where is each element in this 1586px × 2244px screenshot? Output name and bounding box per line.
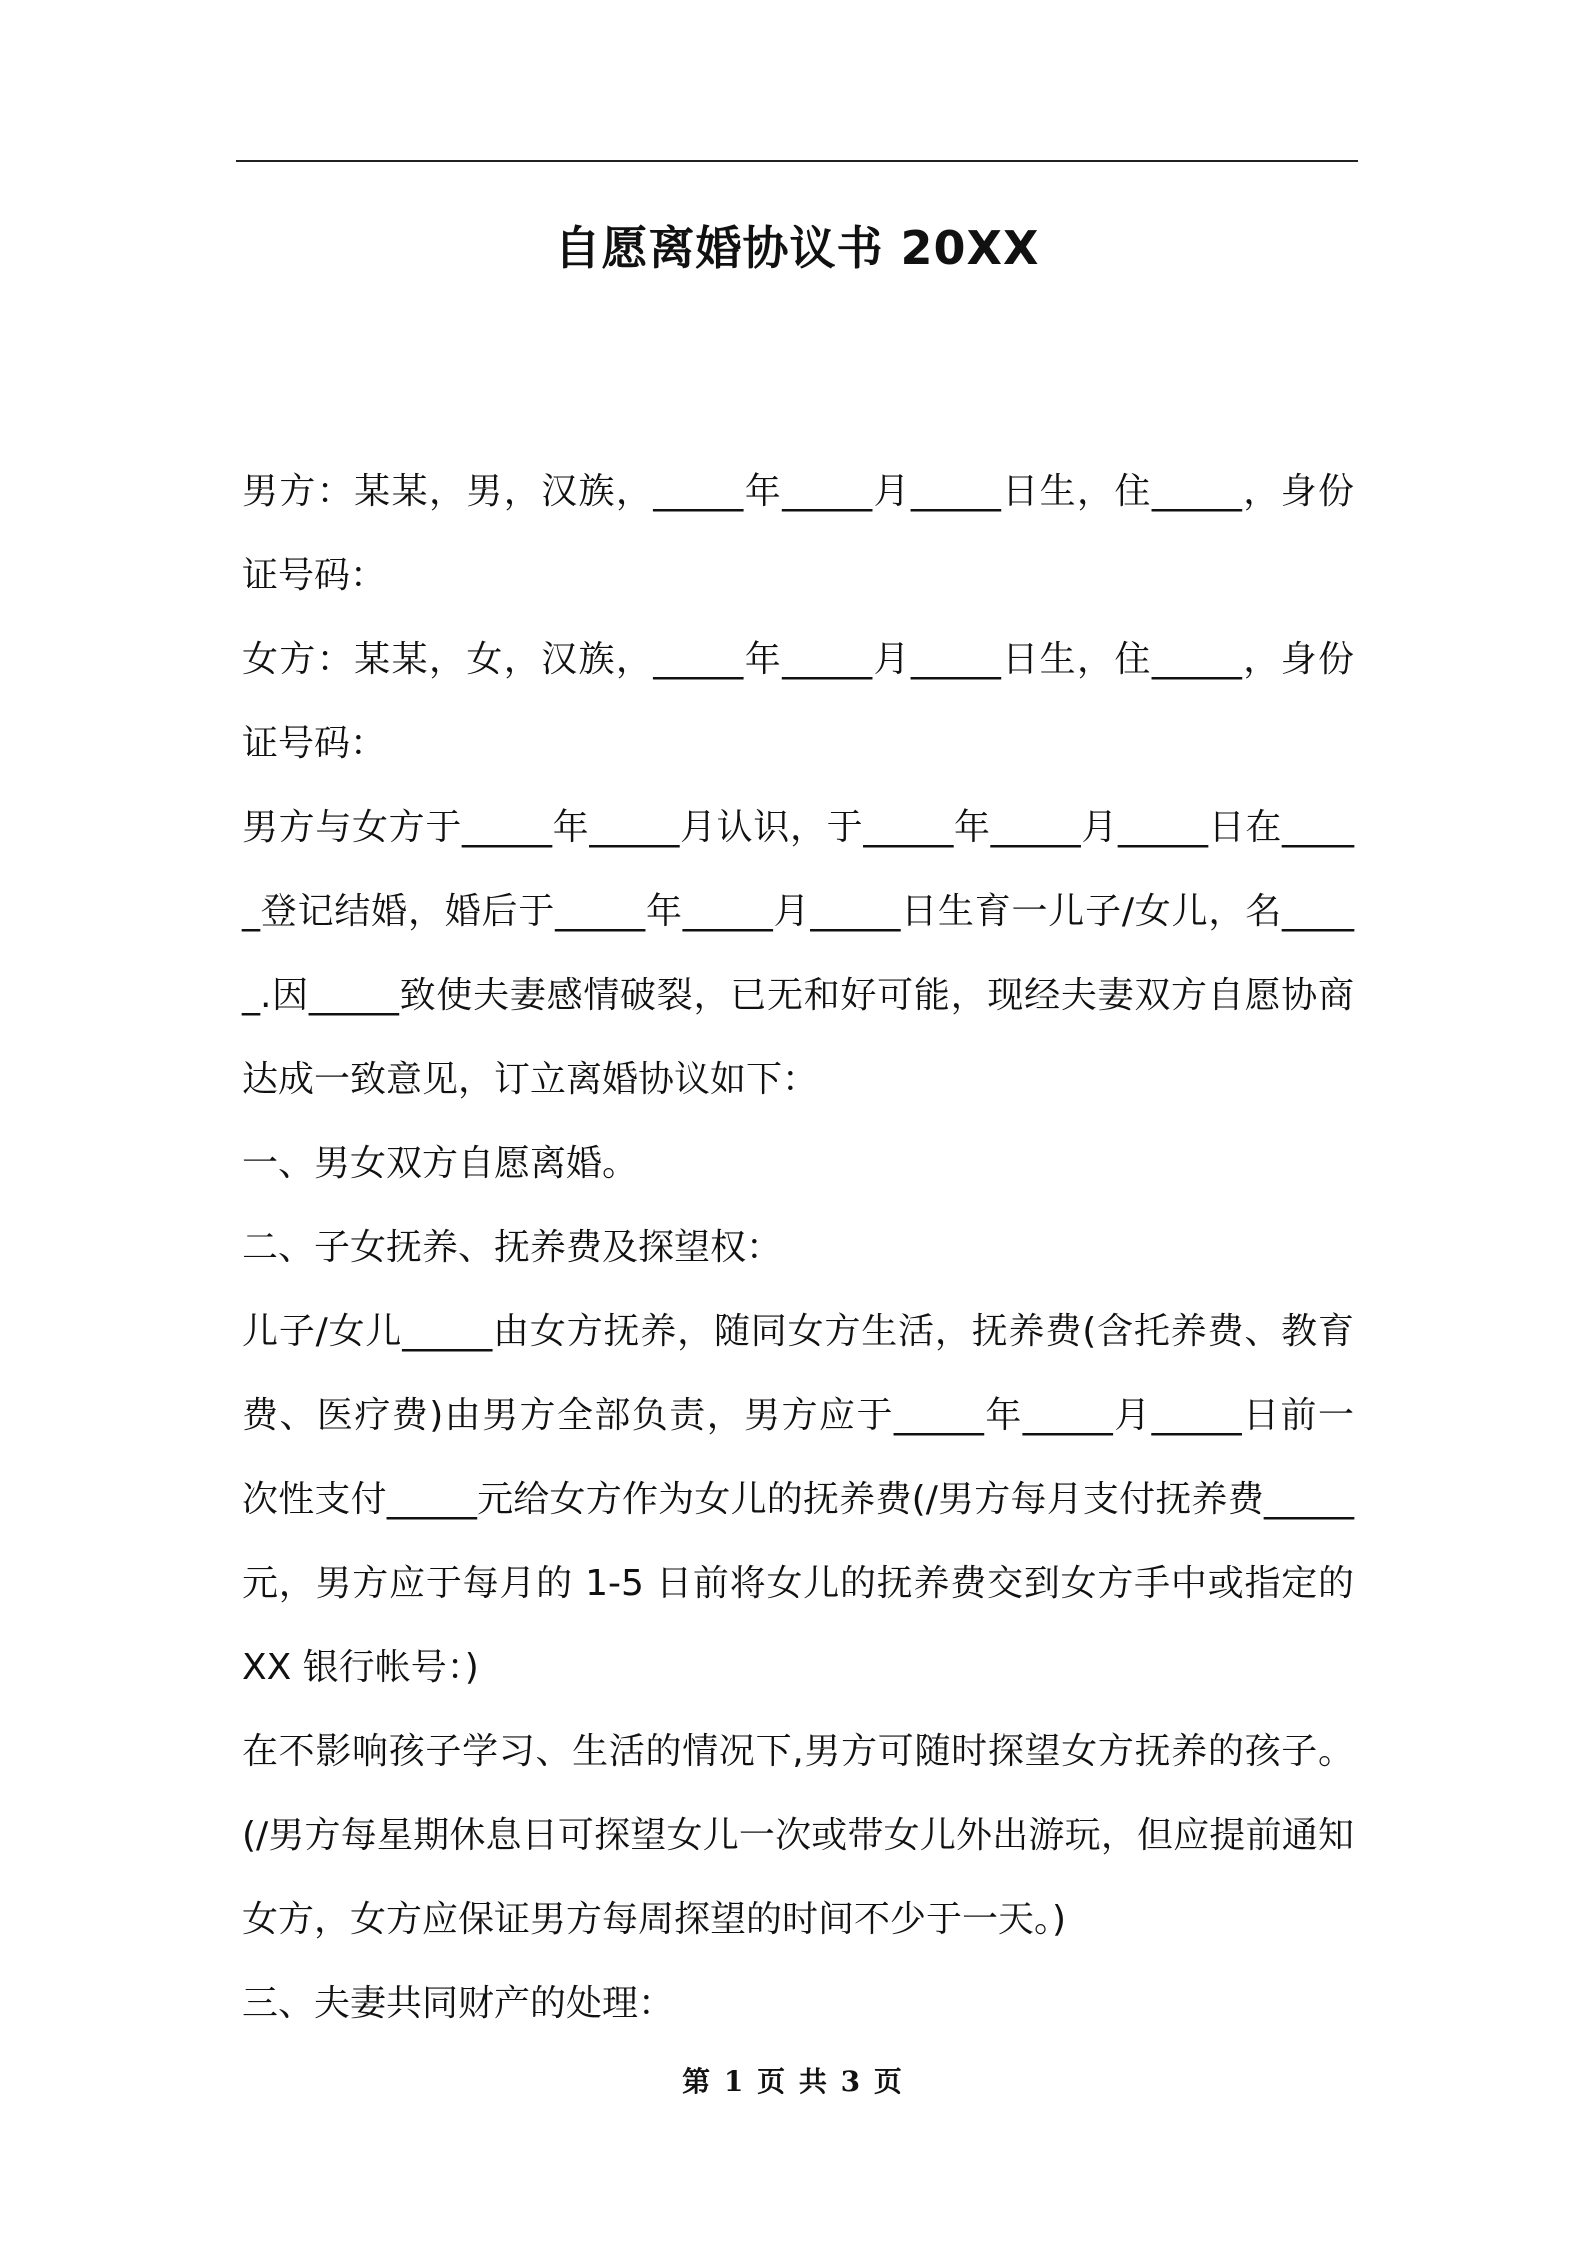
paragraph-visitation: 在不影响孩子学习、生活的情况下,男方可随时探望女方抚养的孩子。(/男方每星期休息日可探望女儿一次或带女儿外出游玩，但应提前通知女方，女方应保证男方每周探望的时间不少于一天。) (242, 1731, 1354, 1940)
document-body (242, 450, 1354, 2046)
paragraph-marriage-background: 男方与女方于_____年_____月认识，于_____年_____月_____日在_____登记结婚，婚后于_____年_____月_____日生育一儿子/女儿，名_____.因_____致使夫妻感情破裂，已无和好可能，现经夫妻双方自愿协商达成一致意见，订立离婚协议如下： (242, 807, 1354, 1100)
page-number: 第 1 页 共 3 页 (682, 2065, 904, 2098)
paragraph-child-support: 儿子/女儿_____由女方抚养，随同女方生活，抚养费(含托养费、教育费、医疗费)由男方全部负责，男方应于_____年_____月_____日前一次性支付_____元给女方作为女儿的抚养费(/男方每月支付抚养费_____元，男方应于每月的 1-5 日前将女儿的抚养费交到女方手中或指定的 XX 银行帐号：) (242, 1311, 1354, 1688)
paragraph-clause-2-heading: 二、子女抚养、抚养费及探望权： (242, 1227, 783, 1268)
document-title: 自愿离婚协议书 20XX (554, 221, 1040, 275)
paragraph-clause-1: 一、男女双方自愿离婚。 (242, 1143, 639, 1184)
header-rule (236, 160, 1358, 162)
paragraph-wife-info: 女方：某某，女，汉族，_____年_____月_____日生，住_____，身份证号码： (242, 639, 1354, 764)
paragraph-clause-3-heading: 三、夫妻共同财产的处理： (242, 1983, 675, 2024)
paragraph-husband-info: 男方：某某，男，汉族，_____年_____月_____日生，住_____，身份证号码： (242, 471, 1354, 596)
